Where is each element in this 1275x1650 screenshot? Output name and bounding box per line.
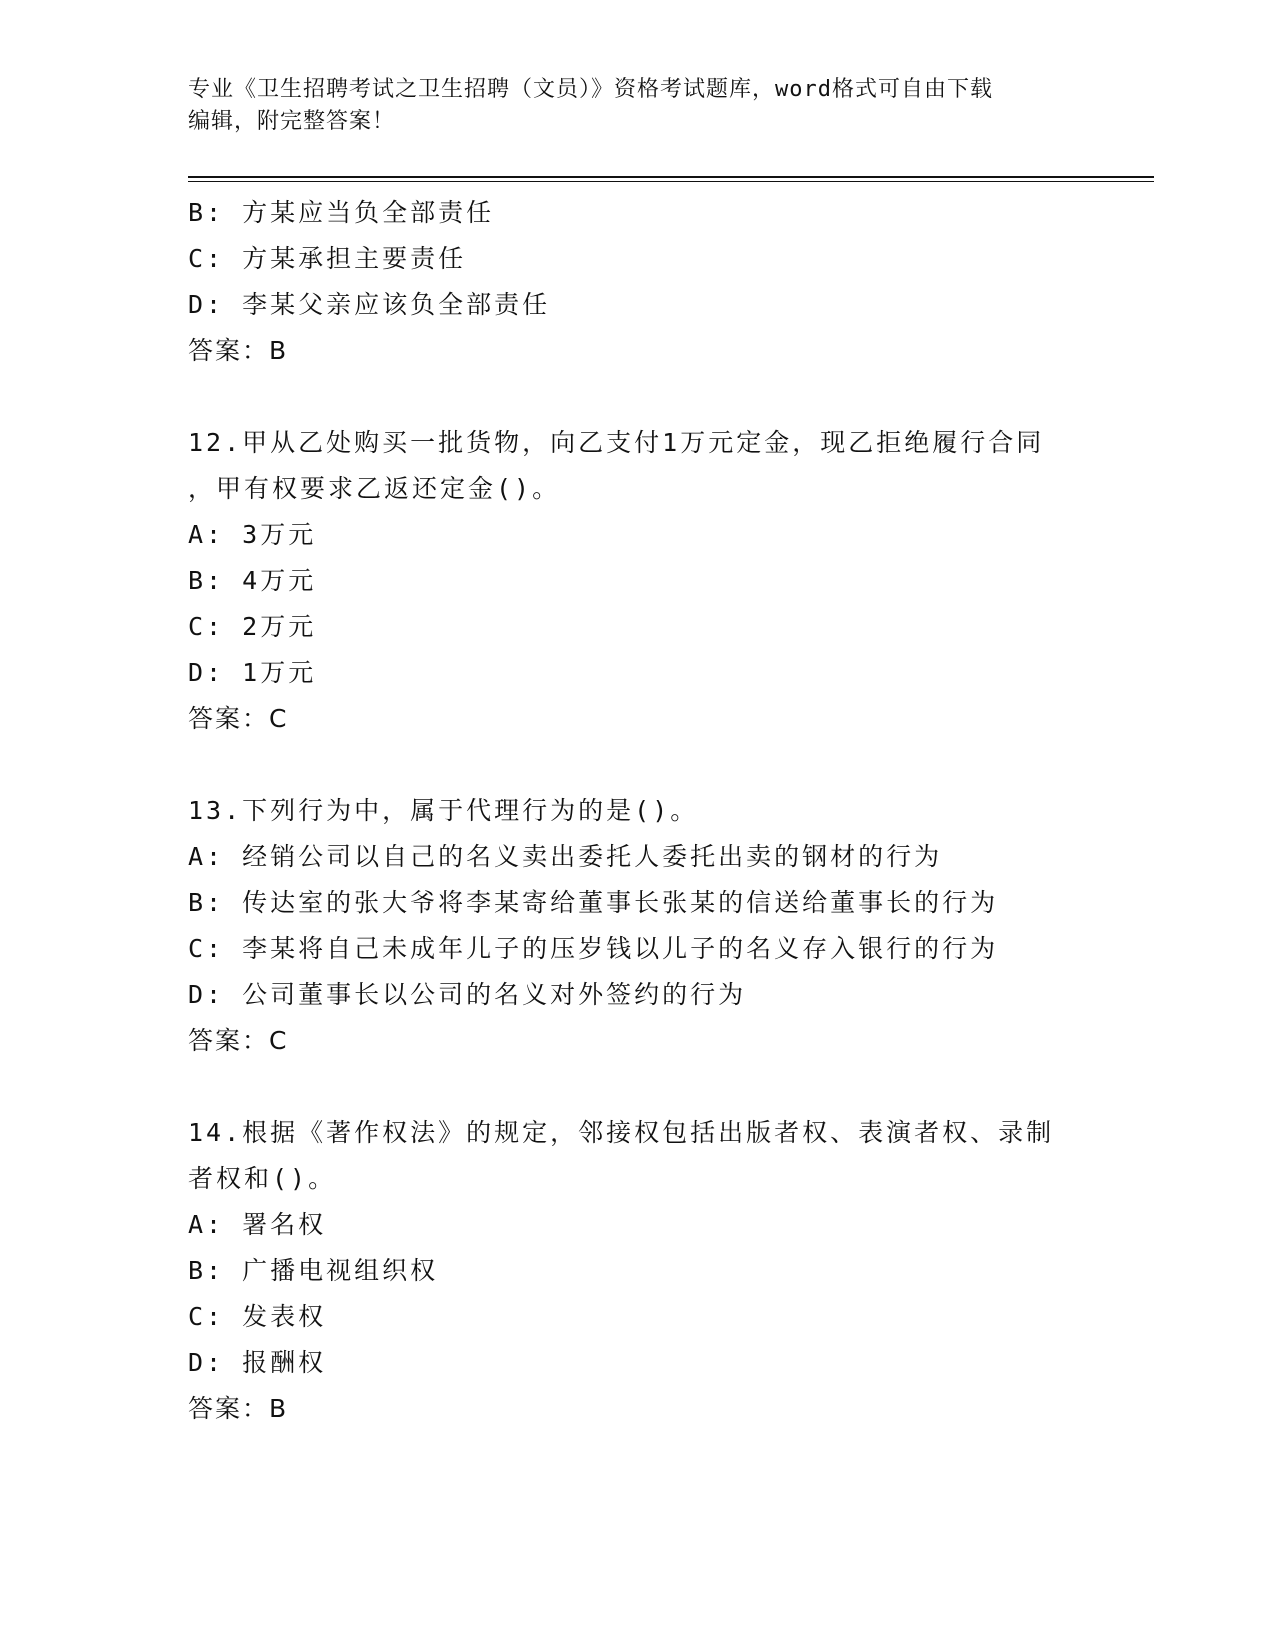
- option-c: C: 方某承担主要责任: [188, 244, 467, 273]
- question-stem-line-1: 12.甲从乙处购买一批货物，向乙支付1万元定金，现乙拒绝履行合同: [188, 428, 1045, 457]
- option-c: C: 2万元: [188, 612, 317, 641]
- option-b: B: 4万元: [188, 566, 317, 595]
- question-stem-line-1: 14.根据《著作权法》的规定，邻接权包括出版者权、表演者权、录制: [188, 1118, 1055, 1147]
- option-b: B: 传达室的张大爷将李某寄给董事长张某的信送给董事长的行为: [188, 888, 999, 917]
- header-line-2: 编辑，附完整答案！: [188, 109, 396, 134]
- question-spacer: [188, 1064, 1088, 1110]
- option-a: A: 经销公司以自己的名义卖出委托人委托出卖的钢材的行为: [188, 842, 943, 871]
- question-13: [188, 788, 1088, 1064]
- question-list: [188, 190, 1088, 1432]
- option-d: D: 公司董事长以公司的名义对外签约的行为: [188, 980, 747, 1009]
- option-c: C: 发表权: [188, 1302, 327, 1331]
- option-d: D: 报酬权: [188, 1348, 327, 1377]
- question-14: [188, 1110, 1088, 1432]
- option-d: D: 李某父亲应该负全部责任: [188, 290, 551, 319]
- option-b: B: 广播电视组织权: [188, 1256, 439, 1285]
- question-stem-line-2: 者权和()。: [188, 1164, 337, 1193]
- answer-label: 答案：C: [188, 704, 289, 733]
- question-spacer: [188, 374, 1088, 420]
- question-11: [188, 190, 1088, 374]
- option-b: B: 方某应当负全部责任: [188, 198, 495, 227]
- option-c: C: 李某将自己未成年儿子的压岁钱以儿子的名义存入银行的行为: [188, 934, 999, 963]
- header-divider-thick: [188, 176, 1154, 178]
- option-d: D: 1万元: [188, 658, 317, 687]
- answer-label: 答案：B: [188, 336, 289, 365]
- question-12: [188, 420, 1088, 742]
- header-divider-thin: [188, 181, 1154, 182]
- option-a: A: 署名权: [188, 1210, 327, 1239]
- question-spacer: [188, 742, 1088, 788]
- answer-label: 答案：C: [188, 1026, 289, 1055]
- answer-label: 答案：B: [188, 1394, 289, 1423]
- option-a: A: 3万元: [188, 520, 317, 549]
- question-stem-line-1: 13.下列行为中，属于代理行为的是()。: [188, 796, 699, 825]
- question-stem-line-2: ，甲有权要求乙返还定金()。: [188, 474, 561, 503]
- document-header: [188, 74, 1088, 138]
- header-line-1: 专业《卫生招聘考试之卫生招聘（文员）》资格考试题库，word格式可自由下载: [188, 77, 993, 102]
